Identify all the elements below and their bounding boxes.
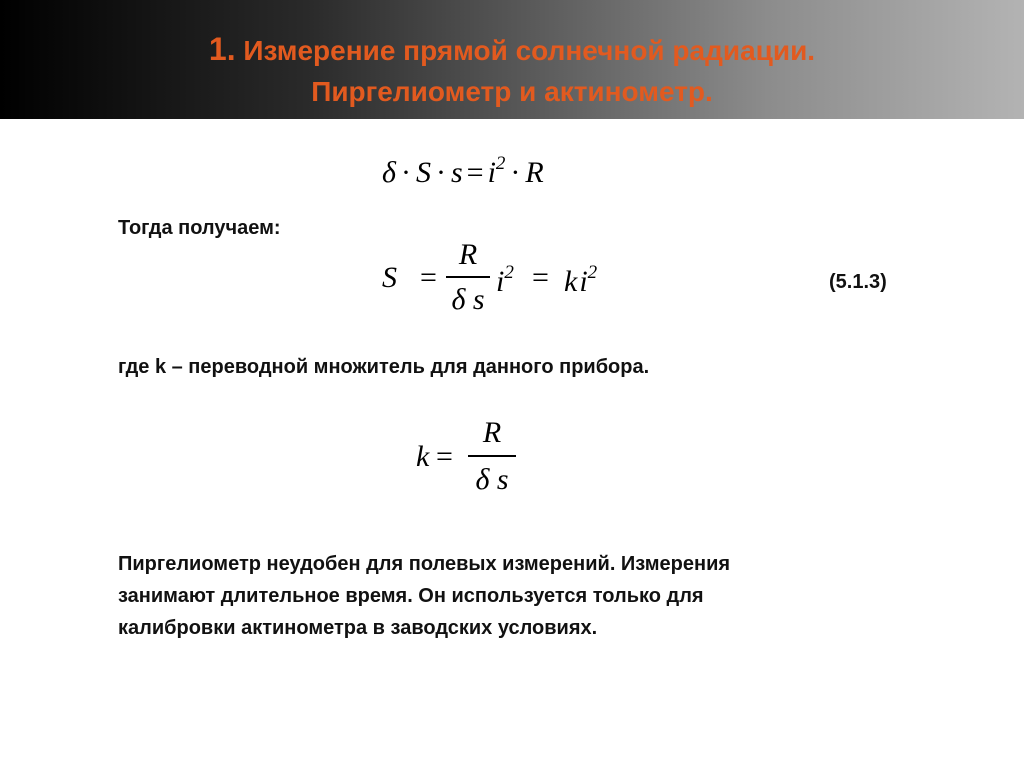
fraction-bar — [446, 276, 490, 278]
symbol-s: s — [450, 156, 463, 189]
fraction-numerator: R — [458, 238, 478, 271]
exponent: 2 — [504, 262, 514, 283]
dot-operator: · — [400, 156, 411, 189]
then-label: Тогда получаем: — [118, 217, 281, 239]
paragraph-line: Пиргелиометр неудобен для полевых измерений. Измерения — [118, 553, 731, 575]
fraction-denominator: δ s — [475, 463, 509, 496]
symbol-i: i — [496, 265, 505, 298]
formula-k — [416, 418, 526, 498]
symbol-R: R — [525, 156, 544, 189]
exponent: 2 — [587, 262, 598, 283]
symbol-S: S — [382, 261, 397, 294]
formula-energy-balance — [382, 154, 544, 188]
where-k-definition: где k – переводной множитель для данного прибора. — [118, 356, 650, 378]
term-i-squared — [496, 263, 514, 297]
title-text-1: Измерение прямой солнечной радиации. — [243, 35, 816, 66]
slide-header — [0, 0, 1024, 119]
equals-sign: = — [532, 261, 549, 294]
symbol-k: k — [416, 440, 430, 473]
fraction-bar — [468, 455, 516, 457]
exponent: 2 — [495, 153, 506, 174]
title-number: 1. — [208, 31, 236, 67]
slide-title-line-1 — [0, 31, 1024, 68]
symbol-i: i — [579, 265, 588, 298]
fraction-numerator: R — [482, 416, 502, 449]
fraction-denominator: δ s — [451, 283, 485, 316]
dot-operator: · — [435, 156, 446, 189]
pyrheliometer-paragraph — [118, 548, 730, 644]
symbol-S: S — [415, 156, 431, 189]
equals-sign: = — [466, 156, 484, 189]
equals-sign: = — [420, 261, 437, 294]
formula-S — [382, 240, 622, 320]
symbol-i: i — [487, 156, 496, 189]
paragraph-line: занимают длительное время. Он используется только для — [118, 585, 704, 607]
term-k-i-squared — [564, 263, 597, 297]
slide-title-line-2: Пиргелиометр и актинометр. — [311, 76, 713, 107]
dot-operator: · — [510, 156, 521, 189]
paragraph-line: калибровки актинометра в заводских условиях. — [118, 617, 598, 639]
equals-sign: = — [436, 440, 453, 473]
equation-number: (5.1.3) — [829, 271, 887, 293]
delta-symbol: δ — [382, 156, 396, 189]
symbol-k: k — [564, 265, 578, 298]
